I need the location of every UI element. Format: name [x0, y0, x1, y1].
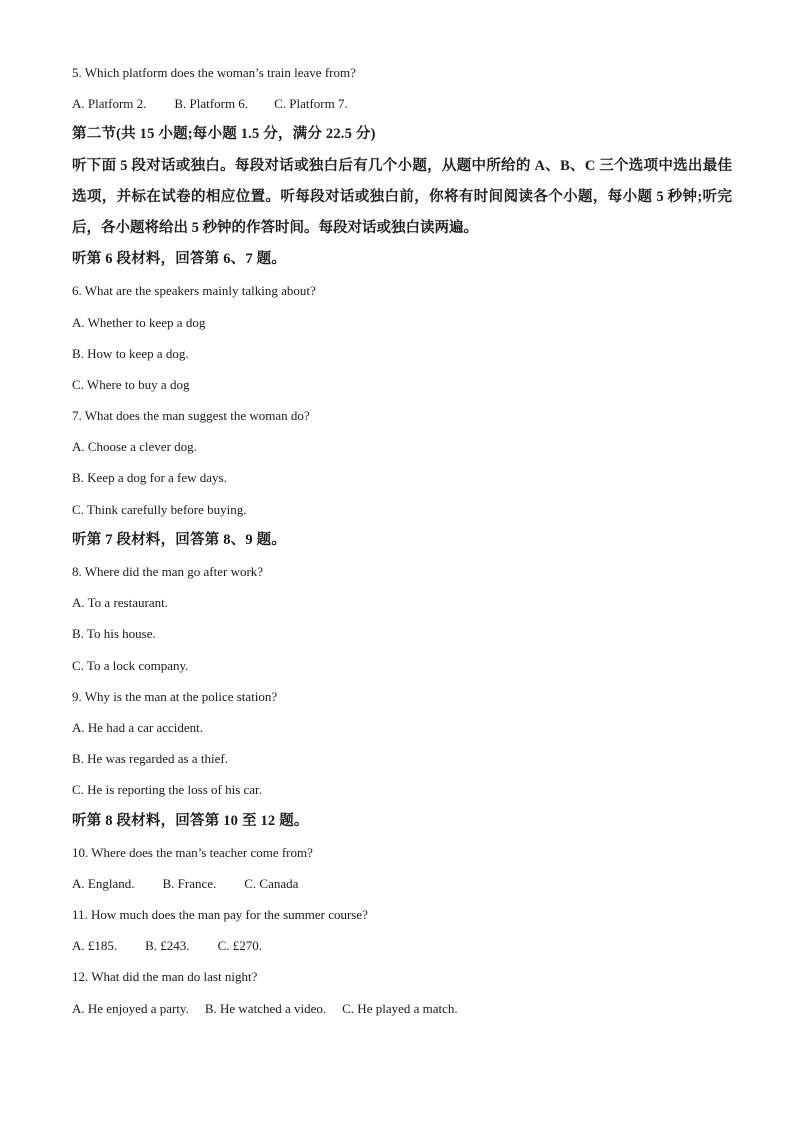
question-6-option-c: C. Where to buy a dog: [72, 376, 190, 392]
option-a: A. £185.: [72, 938, 118, 954]
question-6-option-b: B. How to keep a dog.: [72, 345, 189, 361]
question-9: 9. Why is the man at the police station?: [72, 688, 278, 704]
question-6-option-a: A. Whether to keep a dog: [72, 314, 206, 330]
option-c: C. He played a match.: [342, 1000, 458, 1016]
question-8: 8. Where did the man go after work?: [72, 564, 264, 580]
question-5-options: [72, 95, 732, 126]
material-6-heading: 听第 6 段材料，回答第 6、7 题。: [72, 251, 287, 268]
option-c: C. £270.: [217, 938, 262, 954]
material-8-heading: 听第 8 段材料，回答第 10 至 12 题。: [72, 812, 309, 829]
question-12-options: [72, 1000, 732, 1031]
option-b: B. He watched a video.: [204, 1000, 327, 1016]
question-6: 6. What are the speakers mainly talking about?: [72, 283, 316, 299]
option-b: B. France.: [162, 875, 217, 891]
question-8-option-b: B. To his house.: [72, 626, 156, 642]
question-11: 11. How much does the man pay for the summer course?: [72, 907, 368, 923]
question-11-options: [72, 937, 732, 968]
question-7: 7. What does the man suggest the woman do?: [72, 408, 310, 424]
question-9-option-a: A. He had a car accident.: [72, 719, 204, 735]
option-b: B. Platform 6.: [174, 96, 249, 112]
question-7-option-a: A. Choose a clever dog.: [72, 439, 197, 455]
question-9-option-b: B. He was regarded as a thief.: [72, 751, 228, 767]
question-8-option-c: C. To a lock company.: [72, 657, 189, 673]
question-7-option-c: C. Think carefully before buying.: [72, 501, 247, 517]
option-c: C. Platform 7.: [274, 96, 348, 112]
question-7-option-b: B. Keep a dog for a few days.: [72, 470, 227, 486]
question-5: 5. Which platform does the woman’s train leave from?: [72, 65, 356, 80]
option-b: B. £243.: [145, 938, 190, 954]
option-a: A. He enjoyed a party.: [72, 1000, 189, 1016]
material-7-heading: 听第 7 段材料，回答第 8、9 题。: [72, 531, 287, 548]
option-a: A. Platform 2.: [72, 96, 147, 112]
option-c: C. Canada: [244, 875, 299, 891]
question-9-option-c: C. He is reporting the loss of his car.: [72, 782, 262, 798]
option-a: A. England.: [72, 875, 135, 891]
exam-page: [72, 64, 732, 1031]
section-2-heading: 第二节(共 15 小题;每小题 1.5 分，满分 22.5 分): [72, 126, 376, 143]
question-10: 10. Where does the man’s teacher come from?: [72, 844, 313, 860]
section-2-instructions: 听下面 5 段对话或独白。每段对话或独白后有几个小题，从题中所给的 A、B、C 三个选项中选出最佳选项，并标在试卷的相应位置。听每段对话或独白前，你将有时间阅读各个小题，每小题 5 秒钟;听完后，各小题将给出 5 秒钟的作答时间。每段对话或独白读两遍。: [72, 157, 732, 236]
question-12: 12. What did the man do last night?: [72, 969, 258, 985]
question-8-option-a: A. To a restaurant.: [72, 595, 168, 611]
question-10-options: [72, 875, 732, 906]
